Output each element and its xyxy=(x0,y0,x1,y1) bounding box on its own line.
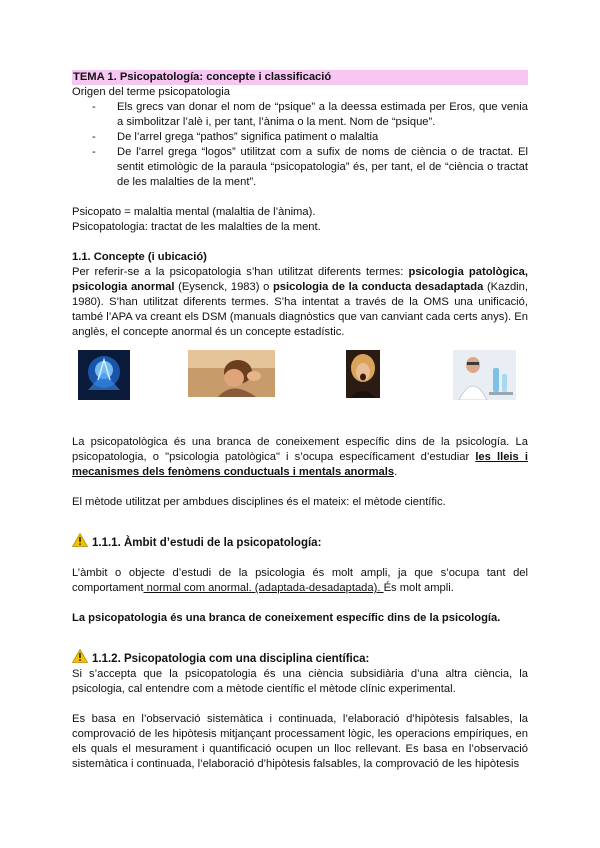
list-item xyxy=(72,100,528,130)
section-heading-1-1-1: 1.1.1. Àmbit d’estudi de la psicopatología: xyxy=(72,533,528,551)
list-item xyxy=(72,145,528,190)
list-item-text: Els grecs van donar el nom de “psique” a la deessa estimada per Eros, que venia a simbolitzar l’alè i, per tant, l’ànima o la ment. Nom de “psique”. xyxy=(117,101,528,128)
list-dash: - xyxy=(92,146,96,158)
final-paragraph: Es basa en l’observació sistemàtica i continuada, l’elaboració d’hipòtesis falsables, la comprovació de les hipòtesis mitjançant processament lògic, les operacions empíriques, en els quals el mesurament i quantificació ocupen un lloc rellevant. Es basa en l’observació sistemàtica i continuada, l’elaboració d’hipòtesis falsables, la comprovació de les hipòtesis xyxy=(72,713,528,770)
image-distressed-person xyxy=(188,350,275,397)
origen-list xyxy=(72,100,528,190)
image-screaming-person xyxy=(346,350,380,398)
bold-statement: La psicopatologia és una branca de coneixement específic dins de la psicología. xyxy=(72,612,501,624)
definition-psicopato: Psicopato = malaltia mental (malaltia de l’ànima). xyxy=(72,206,316,218)
section-heading-1-1: 1.1. Concepte (i ubicació) xyxy=(72,251,207,263)
section-heading-1-1-2: 1.1.2. Psicopatologia com una disciplina científica: xyxy=(72,649,528,667)
definition-psicopatologia: Psicopatologia: tractat de les malalties de la ment. xyxy=(72,221,321,233)
disciplina-paragraph: Si s’accepta que la psicopatologia és una ciència subsidiària d’una altra ciència, la psicologia, cal entendre com a mètode científic el mètode clínic experimental. xyxy=(72,668,528,695)
page-title: TEMA 1. Psicopatología: concepte i classificació xyxy=(72,70,528,85)
list-item-text: De l’arrel grega “pathos” significa patiment o malaltia xyxy=(117,131,379,143)
origen-heading: Origen del terme psicopatologia xyxy=(72,86,230,98)
list-dash: - xyxy=(92,101,96,113)
image-scientist-lab xyxy=(453,350,516,400)
metode-text: El mètode utilitzat per ambdues disciplines és el mateix: el mètode científic. xyxy=(72,496,446,508)
ambit-paragraph: L’àmbit o objecte d’estudi de la psicologia és molt ampli, ja que s’ocupa tant del comportament normal com anormal. (adaptada-desadaptada). És molt ampli. xyxy=(72,567,528,594)
branca-paragraph: La psicopatològica és una branca de coneixement específic dins de la psicología. La psicopatologia, o "psicologia patològica" i s’ocupa específicament d’estudiar les lleis i mecanismes dels fenòmens conductuals i mentals anormals. xyxy=(72,436,528,478)
warning-icon xyxy=(72,649,88,663)
warning-icon xyxy=(72,533,88,547)
list-item-text: De l’arrel grega “logos” utilitzat com a sufix de noms de ciència o de tractat. El sentit etimològic de la paraula “psicopatologia” és, per tant, el de “ciència o tractat de les malalties de la ment”. xyxy=(117,146,528,188)
image-strip xyxy=(72,350,528,425)
image-brain-light xyxy=(78,350,130,400)
list-dash: - xyxy=(92,131,96,143)
concepte-paragraph: Per referir-se a la psicopatologia s’han utilitzat diferents termes: psicologia patològica, psicologia anormal (Eysenck, 1983) o psicologia de la conducta desadaptada (Kazdin, 1980). S’han utilitzat diferents termes. S’ha intentat a través de la OMS una unificació, també l’APA va creant els DSM (manuals diagnòstics que van canviant cada certs anys). En anglès, el concepte anormal és un concepte estadístic. xyxy=(72,266,528,338)
list-item xyxy=(72,130,528,145)
